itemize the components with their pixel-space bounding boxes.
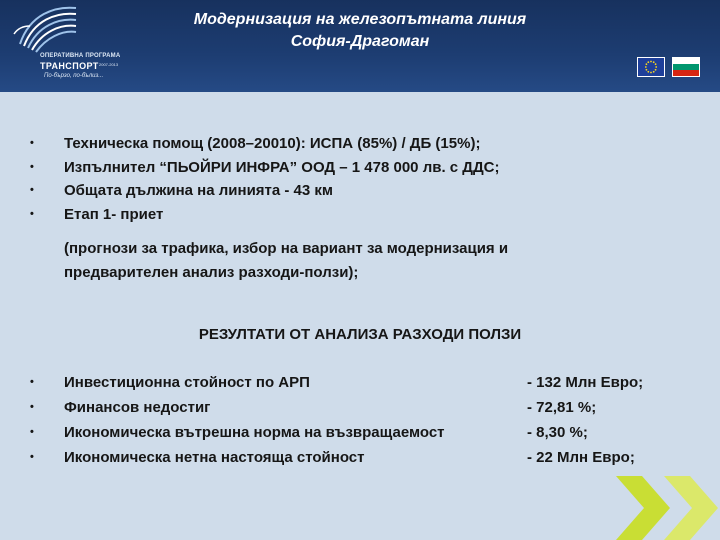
result-row (30, 395, 700, 420)
result-label: Финансов недостиг (64, 399, 211, 416)
result-label: Икономическа вътрешна норма на възвращаемост (64, 424, 445, 441)
bullet-icon: • (30, 184, 34, 196)
results-heading: РЕЗУЛТАТИ ОТ АНАЛИЗА РАЗХОДИ ПОЛЗИ (198, 326, 522, 343)
swoosh-logo-icon (10, 4, 80, 56)
logo-tagline: По-бързо, по-бълиз... (44, 73, 104, 79)
bullet-icon: • (30, 426, 34, 438)
results-list (30, 370, 700, 470)
bullet-icon: • (30, 451, 34, 463)
result-row (30, 370, 700, 395)
logo-program-text: ОПЕРАТИВНА ПРОГРАМА (40, 53, 121, 59)
stage-note-line-1: (прогнози за трафика, избор на вариант за модернизация и (64, 240, 509, 257)
result-label: Инвестиционна стойност по АРП (64, 374, 310, 391)
result-value: - 22 Млн Евро; (527, 449, 635, 466)
stage-note (64, 237, 508, 284)
eu-flag-icon (637, 57, 665, 77)
result-value: - 8,30 %; (527, 424, 588, 441)
bullet-icon: • (30, 376, 34, 388)
program-logo (6, 4, 136, 86)
bullet-icon: • (30, 137, 34, 149)
result-label: Икономическа нетна настояща стойност (64, 449, 365, 466)
result-value: - 72,81 %; (527, 399, 597, 416)
result-row (30, 420, 700, 445)
result-row (30, 445, 700, 470)
title-line-1: Модернизация на железопътната линия (193, 11, 527, 28)
result-value: - 132 Млн Евро; (527, 374, 644, 391)
bullet-icon: • (30, 401, 34, 413)
project-bullet-list (30, 132, 500, 226)
list-item: • Изпълнител “ПЬОЙРИ ИНФРА” ООД – 1 478 000 лв. с ДДС; (30, 156, 500, 180)
bulgarian-flag-icon (672, 57, 700, 77)
logo-years-text: 2007-2013 (99, 62, 119, 67)
bullet-icon: • (30, 207, 34, 220)
list-item: • Техническа помощ (2008–20010): ИСПА (85%) / ДБ (15%); (30, 132, 500, 156)
flag-stripe-red (673, 70, 699, 76)
chevron-arrows-icon (614, 476, 720, 540)
list-item: • Общата дължина на линията - 43 км (30, 179, 500, 203)
eu-stars-icon (638, 58, 664, 76)
title-line-2: София-Драгоман (290, 33, 430, 50)
stage-note-line-2: предварителен анализ разходи-ползи); (64, 263, 359, 281)
logo-transport-text: ТРАНСПОРТ (40, 61, 99, 71)
bullet-icon: • (30, 160, 34, 173)
list-item: • Етап 1- приет (30, 203, 500, 227)
slide-title (150, 9, 570, 53)
slide-header (0, 0, 720, 92)
